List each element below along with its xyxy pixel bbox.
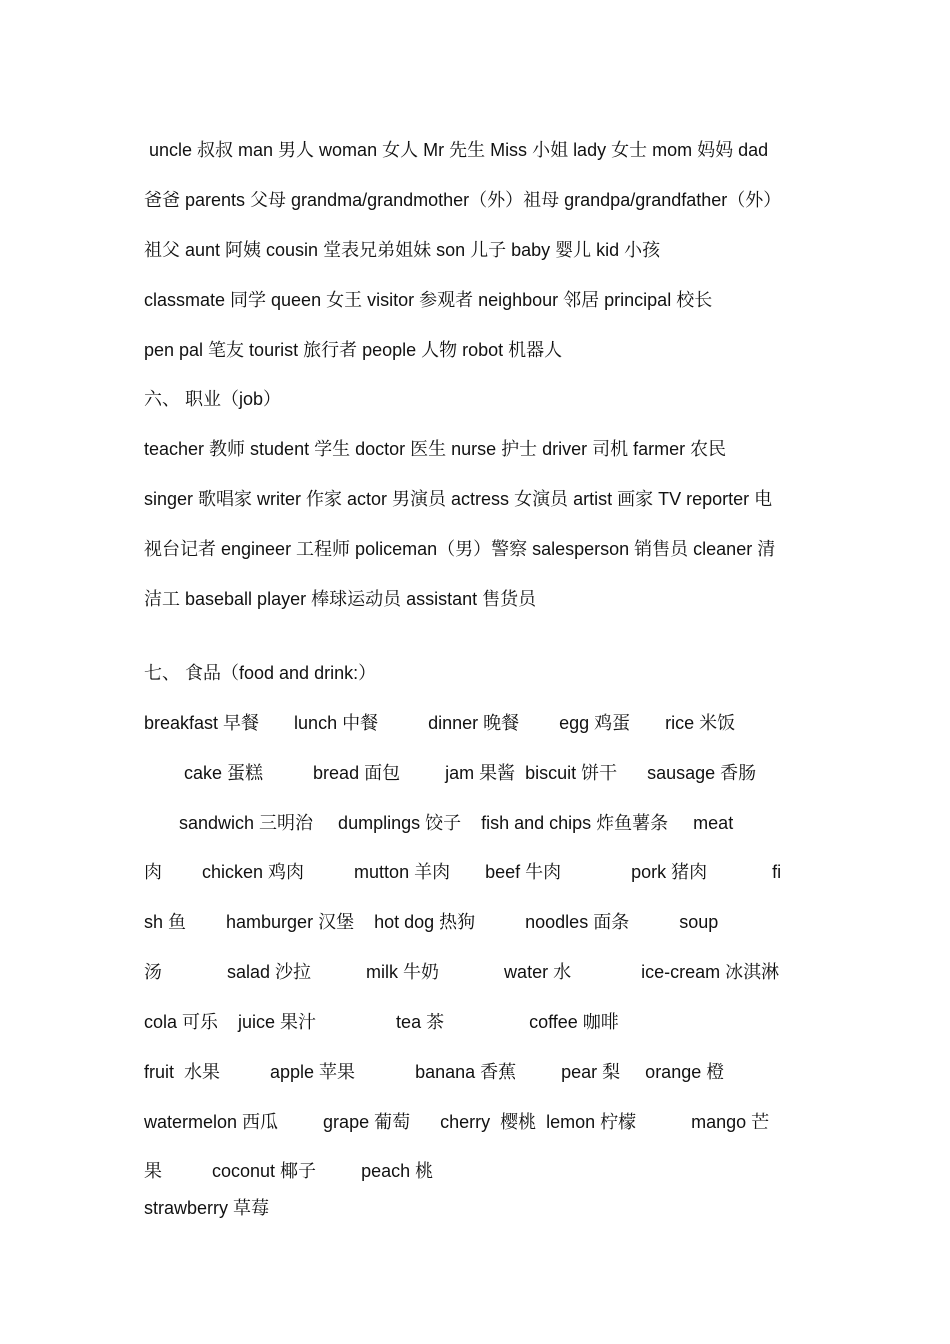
text-line-family-5: pen pal 笔友 tourist 旅行者 people 人物 robot 机器人 [144, 340, 563, 360]
text-line-food-6: 汤 salad 沙拉 milk 牛奶 water 水 ice-cream 冰淇淋 [144, 962, 780, 982]
text-line-family-1: uncle 叔叔 man 男人 woman 女人 Mr 先生 Miss 小姐 lady 女士 mom 妈妈 dad [144, 140, 769, 160]
text-line-fruit-1: fruit 水果 apple 苹果 banana 香蕉 pear 梨 orange 橙 [144, 1062, 725, 1082]
text-line-fruit-3: 果 coconut 椰子 peach 桃 [144, 1161, 434, 1181]
text-line-food-2: cake 蛋糕 bread 面包 jam 果酱 biscuit 饼干 sausage 香肠 [144, 763, 757, 783]
text-line-family-4: classmate 同学 queen 女王 visitor 参观者 neighbour 邻居 principal 校长 [144, 290, 713, 310]
text-line-family-2: 爸爸 parents 父母 grandma/grandmother（外）祖母 grandpa/grandfather（外） [144, 190, 782, 210]
text-line-family-3: 祖父 aunt 阿姨 cousin 堂表兄弟姐妹 son 儿子 baby 婴儿 kid 小孩 [144, 240, 661, 260]
text-line-food-3: sandwich 三明治 dumplings 饺子 fish and chips 炸鱼薯条 meat [144, 813, 734, 833]
text-line-drinks: cola 可乐 juice 果汁 tea 茶 coffee 咖啡 [144, 1012, 619, 1032]
text-line-food-5: sh 鱼 hamburger 汉堡 hot dog 热狗 noodles 面条 soup [144, 912, 719, 932]
text-line-jobs-3: 视台记者 engineer 工程师 policeman（男）警察 salesperson 销售员 cleaner 清 [144, 539, 776, 559]
text-line-fruit-2: watermelon 西瓜 grape 葡萄 cherry 樱桃 lemon 柠檬 mango 芒 [144, 1112, 770, 1132]
text-line-food-1: breakfast 早餐 lunch 中餐 dinner 晚餐 egg 鸡蛋 rice 米饭 [144, 713, 736, 733]
text-line-jobs-1: teacher 教师 student 学生 doctor 医生 nurse 护士 driver 司机 farmer 农民 [144, 439, 727, 459]
text-line-food-4: 肉 chicken 鸡肉 mutton 羊肉 beef 牛肉 pork 猪肉 fi [144, 862, 782, 882]
section-heading-jobs: 六、 职业（job） [144, 389, 282, 409]
section-heading-food: 七、 食品（food and drink:） [144, 663, 377, 683]
text-line-jobs-2: singer 歌唱家 writer 作家 actor 男演员 actress 女演员 artist 画家 TV reporter 电 [144, 489, 773, 509]
text-line-fruit-4: strawberry 草莓 [144, 1198, 270, 1218]
text-line-jobs-4: 洁工 baseball player 棒球运动员 assistant 售货员 [144, 589, 537, 609]
